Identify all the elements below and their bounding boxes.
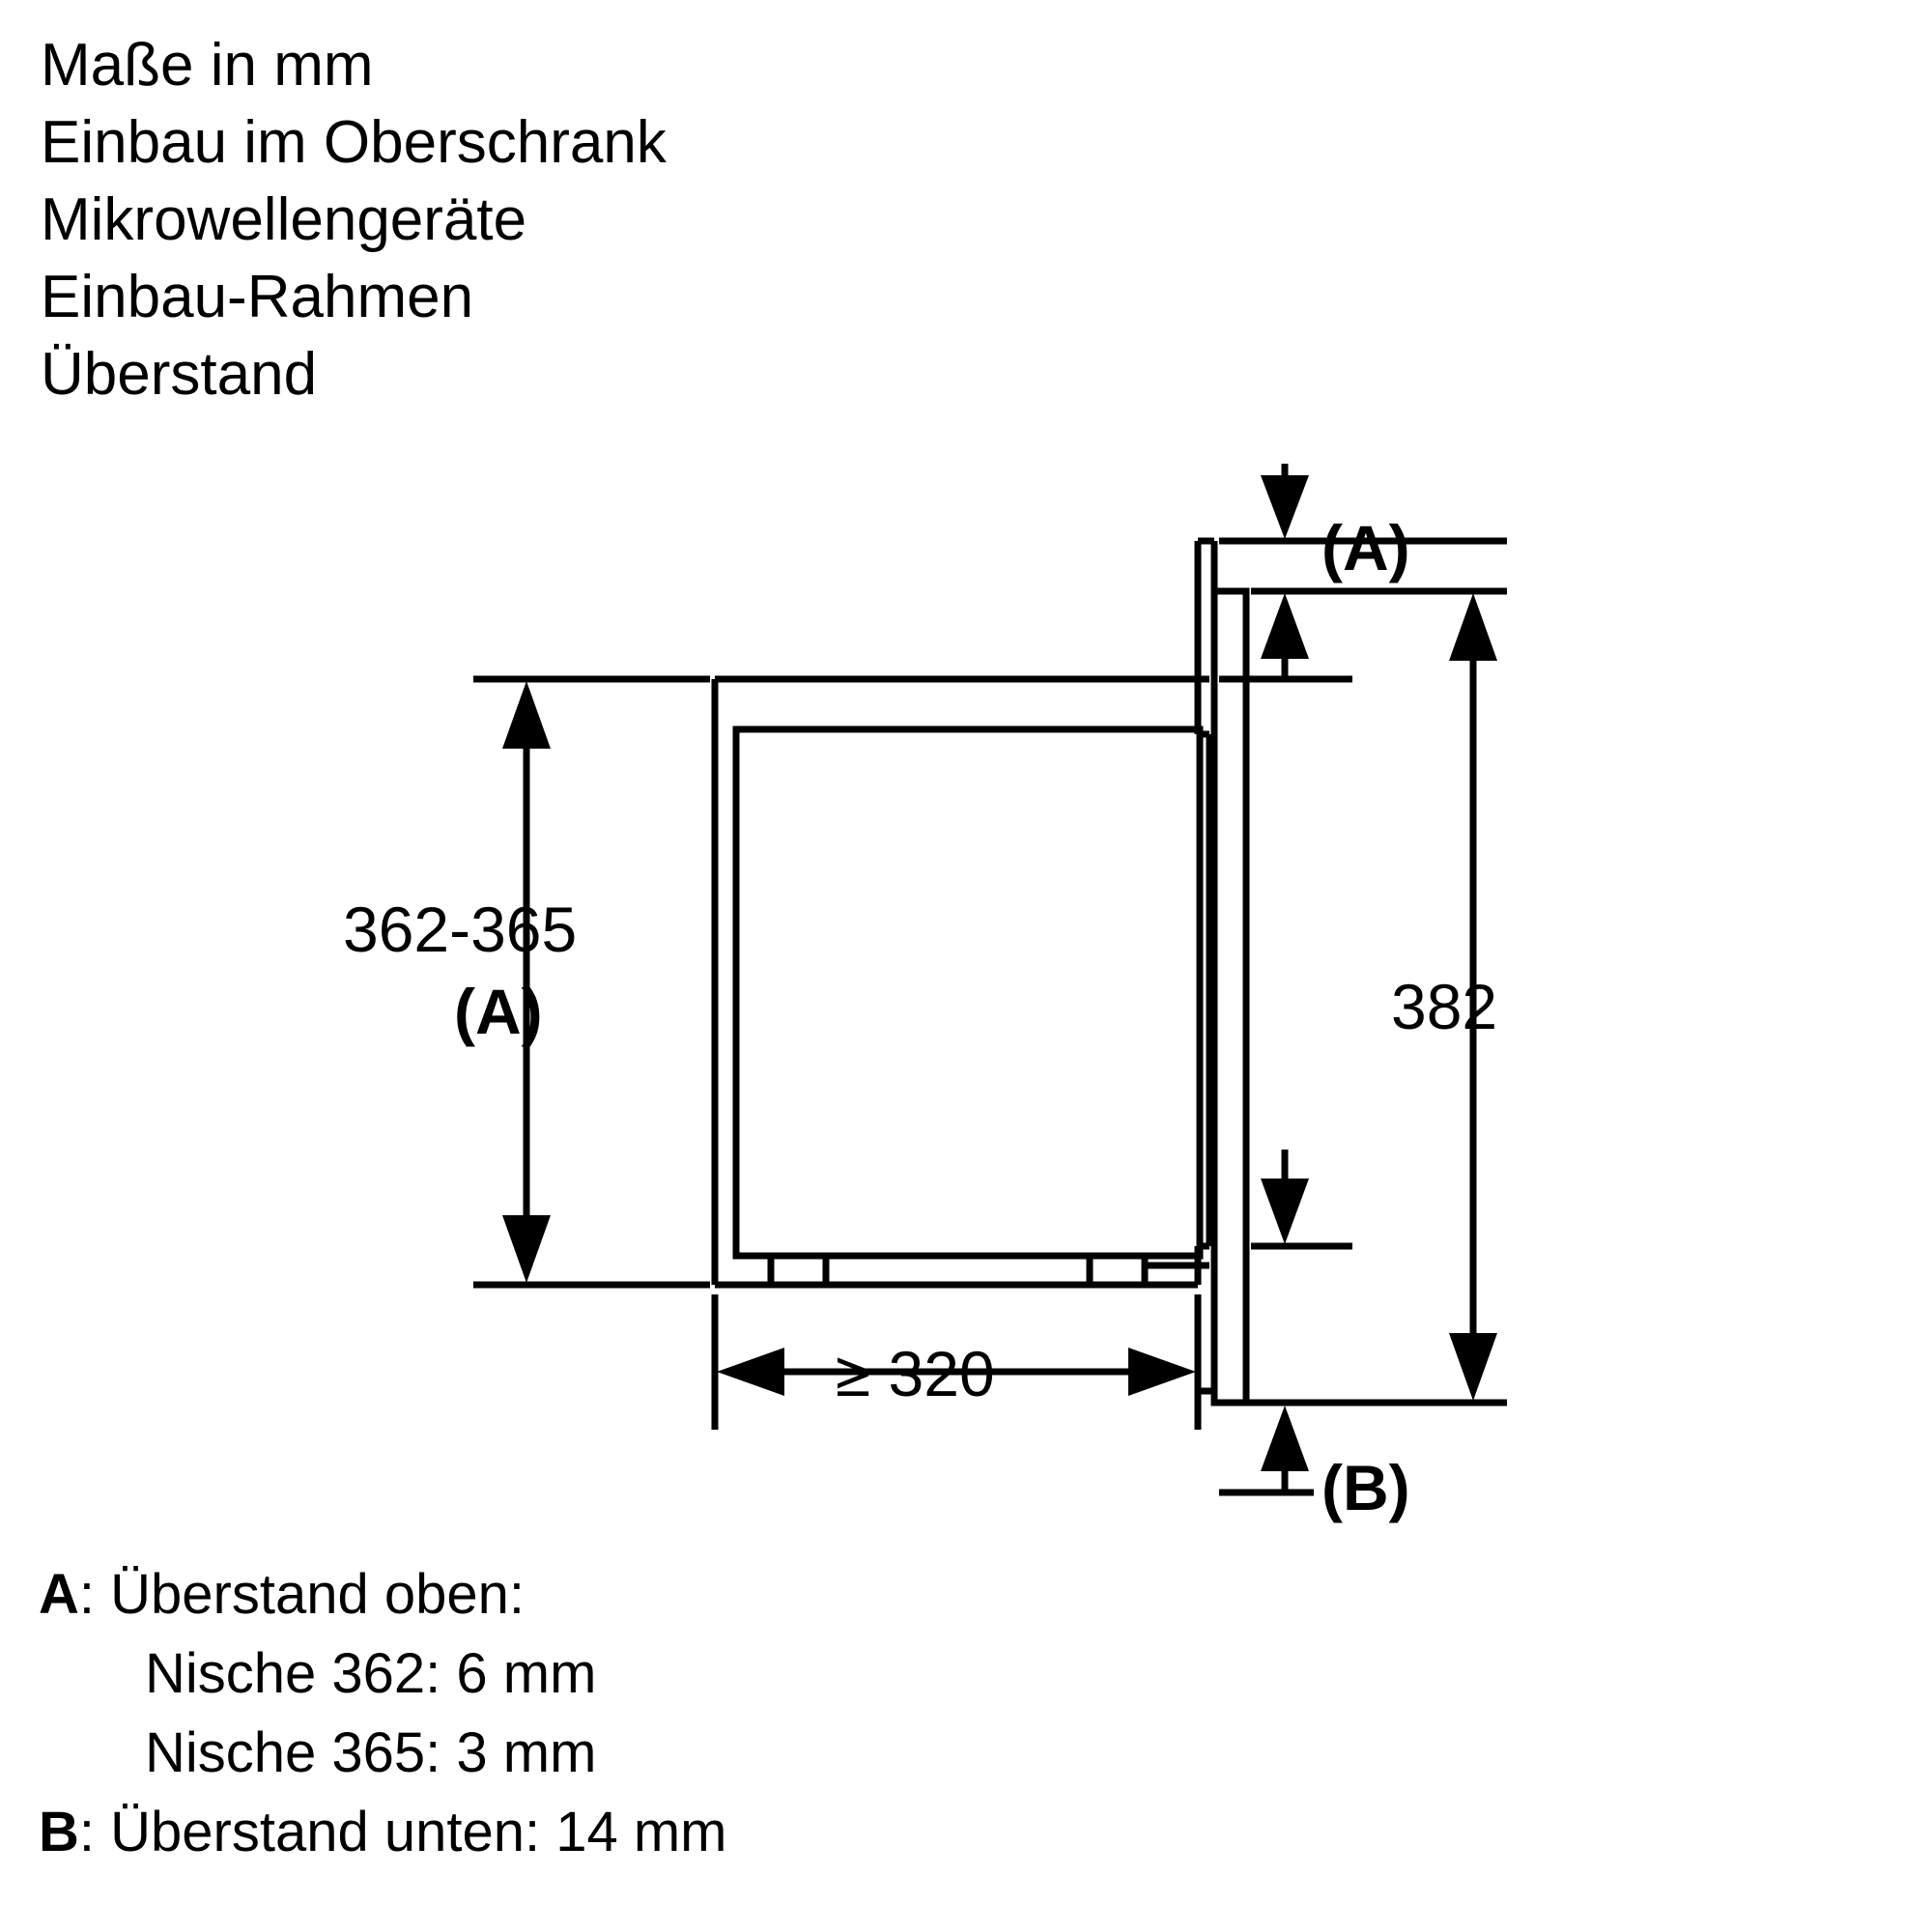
dim-label-niche-height: 362-365 bbox=[343, 894, 578, 965]
dim-label-overhang-a: (A) bbox=[1321, 512, 1410, 583]
title-line-2: Einbau im Oberschrank bbox=[41, 109, 667, 176]
dim-label-appliance-height: 382 bbox=[1391, 971, 1498, 1042]
dim-label-overhang-b: (B) bbox=[1321, 1452, 1410, 1523]
legend-line-nische-362: Nische 362: 6 mm bbox=[145, 1642, 597, 1705]
frame-panel bbox=[1214, 591, 1246, 1403]
arrow-up-overhang-b bbox=[1261, 1406, 1309, 1471]
title-line-4: Einbau-Rahmen bbox=[41, 264, 474, 330]
legend-line-a bbox=[39, 1555, 1488, 1634]
legend-sep-b: : bbox=[78, 1801, 111, 1863]
legend-block bbox=[39, 1555, 1488, 1872]
arrow-up-overhang-a-lower bbox=[1261, 593, 1309, 659]
arrow-down-overhang-a-upper bbox=[1261, 475, 1309, 539]
arrow-up-left bbox=[502, 681, 551, 749]
legend-key-a: A bbox=[39, 1563, 79, 1626]
legend-text-a: Überstand oben: bbox=[110, 1563, 525, 1626]
arrow-left-bottom bbox=[717, 1348, 784, 1396]
arrow-up-right bbox=[1449, 593, 1497, 661]
arrow-down-inner bbox=[1261, 1179, 1309, 1244]
legend-sep-a: : bbox=[78, 1563, 111, 1626]
title-line-1: Maße in mm bbox=[41, 32, 374, 99]
arrow-down-left bbox=[502, 1215, 551, 1283]
legend-text-b: Überstand unten: 14 mm bbox=[110, 1801, 727, 1863]
dim-label-depth: ≥ 320 bbox=[836, 1338, 995, 1409]
arrow-right-bottom bbox=[1128, 1348, 1196, 1396]
title-line-5: Überstand bbox=[41, 341, 318, 408]
arrow-down-right bbox=[1449, 1333, 1497, 1401]
legend-line-nische-365: Nische 365: 3 mm bbox=[145, 1721, 597, 1784]
legend-line-b bbox=[39, 1793, 1488, 1872]
legend-key-b: B bbox=[39, 1801, 79, 1863]
dim-label-niche-height-marker: (A) bbox=[454, 976, 543, 1047]
appliance-body bbox=[736, 729, 1200, 1256]
title-line-3: Mikrowellengeräte bbox=[41, 186, 527, 253]
